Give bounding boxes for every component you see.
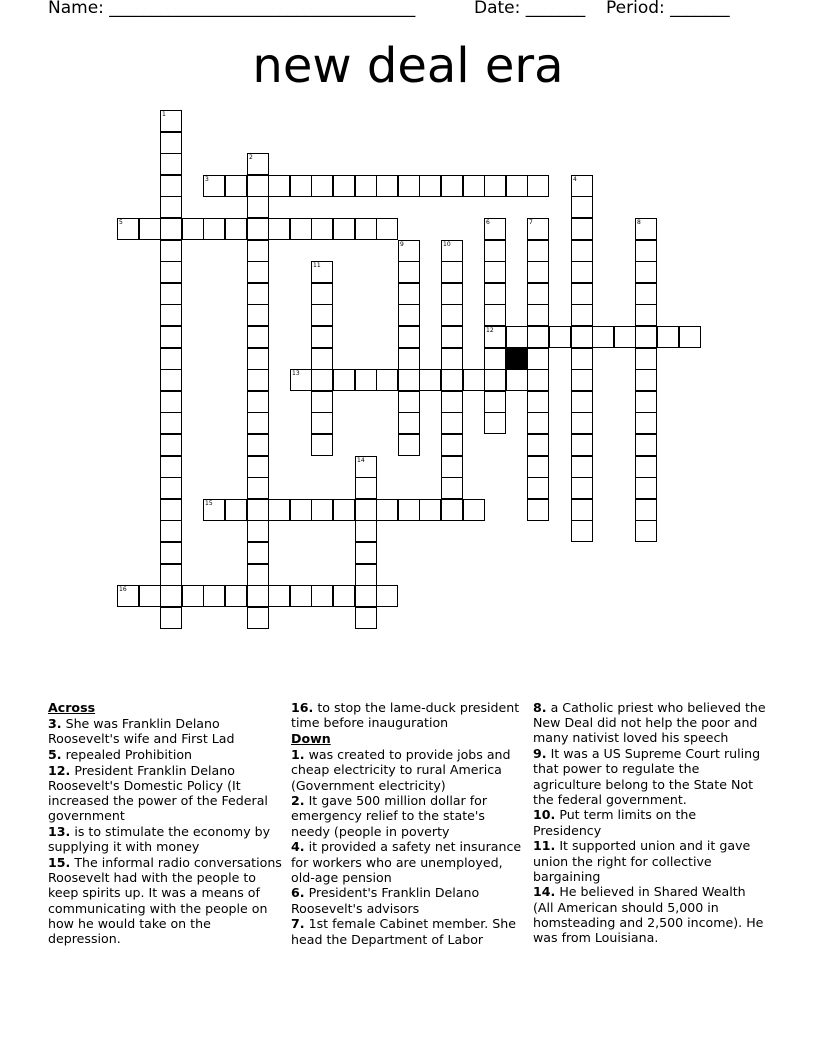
grid-cell[interactable]: [355, 520, 377, 542]
grid-cell[interactable]: [203, 175, 225, 197]
grid-cell[interactable]: [311, 175, 333, 197]
grid-cell[interactable]: [225, 585, 247, 607]
grid-cell[interactable]: [355, 564, 377, 586]
grid-cell[interactable]: [398, 175, 420, 197]
clue-number: 4: [573, 176, 577, 183]
grid-cell[interactable]: [160, 520, 182, 542]
grid-cell[interactable]: [311, 369, 333, 391]
grid-cell[interactable]: [614, 326, 636, 348]
down-clue: 2. It gave 500 million dollar for emergency relief to the state's needy (people in poverty: [291, 793, 488, 839]
grid-cell[interactable]: [376, 175, 398, 197]
grid-cell[interactable]: [247, 261, 269, 283]
grid-cell[interactable]: [311, 348, 333, 370]
grid-cell[interactable]: [527, 218, 549, 240]
grid-cell[interactable]: [247, 542, 269, 564]
grid-cell[interactable]: [160, 434, 182, 456]
down-clue: 4. it provided a safety net insurance for workers who are unemployed, old-age pension: [291, 839, 522, 885]
grid-cell[interactable]: [160, 585, 182, 607]
grid-cell[interactable]: [268, 175, 290, 197]
grid-cell[interactable]: [203, 585, 225, 607]
grid-cell[interactable]: [635, 434, 657, 456]
grid-cell[interactable]: [635, 520, 657, 542]
grid-cell[interactable]: [333, 499, 355, 521]
grid-cell[interactable]: [398, 283, 420, 305]
name-field-label: Name: ____________________________________: [48, 0, 416, 18]
grid-cell[interactable]: [571, 326, 593, 348]
grid-cell[interactable]: [160, 304, 182, 326]
grid-cell[interactable]: [571, 456, 593, 478]
grid-cell[interactable]: [290, 585, 312, 607]
grid-cell[interactable]: [484, 326, 506, 348]
clue-number: 1: [162, 111, 166, 118]
grid-cell[interactable]: [441, 240, 463, 262]
grid-cell-blocked: [506, 348, 528, 370]
clue-number: 9: [400, 241, 404, 248]
grid-cell[interactable]: [398, 326, 420, 348]
grid-cell[interactable]: [160, 499, 182, 521]
grid-cell[interactable]: [311, 283, 333, 305]
clues-column-2: [291, 700, 525, 947]
grid-cell[interactable]: [484, 218, 506, 240]
grid-cell[interactable]: [463, 369, 485, 391]
grid-cell[interactable]: [484, 283, 506, 305]
grid-cell[interactable]: [398, 240, 420, 262]
grid-cell[interactable]: [247, 520, 269, 542]
grid-cell[interactable]: [398, 304, 420, 326]
grid-cell[interactable]: [635, 477, 657, 499]
grid-cell[interactable]: [441, 304, 463, 326]
grid-cell[interactable]: [311, 261, 333, 283]
grid-cell[interactable]: [398, 499, 420, 521]
grid-cell[interactable]: [527, 261, 549, 283]
puzzle-title: new deal era: [252, 38, 564, 94]
grid-cell[interactable]: [419, 499, 441, 521]
down-clue: 8. a Catholic priest who believed the New Deal did not help the poor and many nativist loved his speech: [533, 700, 766, 746]
across-clue: 3. She was Franklin Delano Roosevelt's wife and First Lad: [48, 716, 235, 747]
clue-number: 8: [637, 219, 641, 226]
grid-cell[interactable]: [160, 240, 182, 262]
grid-cell[interactable]: [247, 456, 269, 478]
grid-cell[interactable]: [571, 477, 593, 499]
clue-number: 11: [313, 262, 321, 269]
grid-cell[interactable]: [441, 412, 463, 434]
grid-cell[interactable]: [635, 326, 657, 348]
grid-cell[interactable]: [441, 456, 463, 478]
grid-cell[interactable]: [333, 218, 355, 240]
grid-cell[interactable]: [311, 391, 333, 413]
grid-cell[interactable]: [527, 391, 549, 413]
grid-cell[interactable]: [571, 434, 593, 456]
grid-cell[interactable]: [527, 412, 549, 434]
grid-cell[interactable]: [484, 412, 506, 434]
clue-number: 14: [357, 457, 365, 464]
grid-cell[interactable]: [571, 304, 593, 326]
clue-number: 12: [486, 327, 494, 334]
grid-cell[interactable]: [463, 499, 485, 521]
across-clue: 12. President Franklin Delano Roosevelt's Domestic Policy (It increased the power of the Federal government: [48, 762, 268, 824]
grid-cell[interactable]: [203, 499, 225, 521]
grid-cell[interactable]: [635, 283, 657, 305]
grid-cell[interactable]: [247, 369, 269, 391]
grid-cell[interactable]: [160, 607, 182, 629]
grid-cell[interactable]: [182, 585, 204, 607]
grid-cell[interactable]: [355, 218, 377, 240]
grid-cell[interactable]: [398, 348, 420, 370]
grid-cell[interactable]: [635, 304, 657, 326]
grid-cell[interactable]: [160, 132, 182, 154]
grid-cell[interactable]: [268, 499, 290, 521]
grid-cell[interactable]: [247, 564, 269, 586]
across-heading: Across: [48, 700, 96, 715]
grid-cell[interactable]: [268, 585, 290, 607]
grid-cell[interactable]: [247, 175, 269, 197]
grid-cell[interactable]: [160, 564, 182, 586]
grid-cell[interactable]: [635, 261, 657, 283]
grid-cell[interactable]: [441, 391, 463, 413]
grid-cell[interactable]: [441, 369, 463, 391]
grid-cell[interactable]: [635, 369, 657, 391]
grid-cell[interactable]: [247, 607, 269, 629]
grid-cell[interactable]: [398, 369, 420, 391]
grid-cell[interactable]: [355, 607, 377, 629]
grid-cell[interactable]: [527, 240, 549, 262]
across-clue: 5. repealed Prohibition: [48, 747, 193, 763]
grid-cell[interactable]: [635, 456, 657, 478]
grid-cell[interactable]: [268, 218, 290, 240]
grid-cell[interactable]: [484, 240, 506, 262]
grid-cell[interactable]: [441, 477, 463, 499]
grid-cell[interactable]: [376, 585, 398, 607]
grid-cell[interactable]: [657, 326, 679, 348]
grid-cell[interactable]: [398, 261, 420, 283]
grid-cell[interactable]: [484, 391, 506, 413]
grid-cell[interactable]: [247, 326, 269, 348]
across-clue: 13. is to stimulate the economy by supplying it with money: [48, 824, 271, 855]
grid-cell[interactable]: [247, 499, 269, 521]
grid-cell[interactable]: [247, 434, 269, 456]
grid-cell[interactable]: [506, 369, 528, 391]
down-clue: 14. He believed in Shared Wealth (All American should 5,000 in homsteading and 2,500 income). He was from Louisiana.: [533, 884, 764, 946]
grid-cell[interactable]: [355, 499, 377, 521]
grid-cell[interactable]: [311, 412, 333, 434]
clue-number: 7: [529, 219, 533, 226]
grid-cell[interactable]: [311, 585, 333, 607]
grid-cell[interactable]: [160, 412, 182, 434]
clue-number: 5: [119, 219, 123, 226]
grid-cell[interactable]: [484, 175, 506, 197]
grid-cell[interactable]: [571, 369, 593, 391]
grid-cell[interactable]: [355, 542, 377, 564]
clue-number: 10: [443, 241, 451, 248]
grid-cell[interactable]: [419, 175, 441, 197]
across-clue: 15. The informal radio conversations Roosevelt had with the people to keep spirits up. It was a means of communicating with the people on how he would take on the depression.: [48, 855, 282, 947]
grid-cell[interactable]: [571, 261, 593, 283]
grid-cell[interactable]: [527, 326, 549, 348]
clue-number: 3: [205, 176, 209, 183]
grid-cell[interactable]: [571, 196, 593, 218]
grid-cell[interactable]: [527, 477, 549, 499]
down-clue: 1. was created to provide jobs and cheap electricity to rural America (Government electricity): [291, 747, 511, 793]
grid-cell[interactable]: [247, 585, 269, 607]
grid-cell[interactable]: [398, 434, 420, 456]
grid-cell[interactable]: [355, 477, 377, 499]
grid-cell[interactable]: [592, 326, 614, 348]
grid-cell[interactable]: [527, 369, 549, 391]
grid-cell[interactable]: [247, 477, 269, 499]
grid-cell[interactable]: [290, 499, 312, 521]
down-clue: 11. It supported union and it gave union the right for collective bargaining: [533, 838, 751, 884]
grid-cell[interactable]: [139, 585, 161, 607]
grid-cell[interactable]: [160, 369, 182, 391]
grid-cell[interactable]: [527, 283, 549, 305]
grid-cell[interactable]: [160, 456, 182, 478]
grid-cell[interactable]: [635, 391, 657, 413]
grid-cell[interactable]: [635, 240, 657, 262]
grid-cell[interactable]: [527, 499, 549, 521]
grid-cell[interactable]: [441, 175, 463, 197]
grid-cell[interactable]: [247, 304, 269, 326]
clue-number: 15: [205, 500, 213, 507]
grid-cell[interactable]: [290, 369, 312, 391]
grid-cell[interactable]: [311, 499, 333, 521]
grid-cell[interactable]: [160, 196, 182, 218]
date-field-label: Date: _______: [474, 0, 586, 18]
grid-cell[interactable]: [182, 218, 204, 240]
grid-cell[interactable]: [506, 326, 528, 348]
grid-cell[interactable]: [311, 304, 333, 326]
grid-cell[interactable]: [160, 477, 182, 499]
grid-cell[interactable]: [463, 175, 485, 197]
grid-cell[interactable]: [571, 391, 593, 413]
grid-cell[interactable]: [571, 348, 593, 370]
clue-number: 2: [249, 154, 253, 161]
grid-cell[interactable]: [527, 175, 549, 197]
grid-cell[interactable]: [160, 348, 182, 370]
grid-cell[interactable]: [376, 218, 398, 240]
grid-cell[interactable]: [333, 585, 355, 607]
grid-cell[interactable]: [160, 218, 182, 240]
grid-cell[interactable]: [635, 218, 657, 240]
grid-cell[interactable]: [247, 283, 269, 305]
grid-cell[interactable]: [571, 499, 593, 521]
grid-cell[interactable]: [484, 369, 506, 391]
grid-cell[interactable]: [333, 175, 355, 197]
grid-cell[interactable]: [419, 369, 441, 391]
grid-cell[interactable]: [441, 261, 463, 283]
grid-cell[interactable]: [160, 175, 182, 197]
grid-cell[interactable]: [679, 326, 701, 348]
grid-cell[interactable]: [527, 304, 549, 326]
across-clue: 16. to stop the lame-duck president time before inauguration: [291, 700, 520, 731]
clue-number: 13: [292, 370, 300, 377]
grid-cell[interactable]: [355, 456, 377, 478]
grid-cell[interactable]: [376, 499, 398, 521]
down-clue: 9. It was a US Supreme Court ruling that power to regulate the agriculture belong to the State Not the federal government.: [533, 746, 761, 807]
grid-cell[interactable]: [398, 391, 420, 413]
grid-cell[interactable]: [441, 348, 463, 370]
grid-cell[interactable]: [571, 218, 593, 240]
grid-cell[interactable]: [247, 348, 269, 370]
grid-cell[interactable]: [247, 412, 269, 434]
grid-cell[interactable]: [139, 218, 161, 240]
grid-cell[interactable]: [225, 175, 247, 197]
grid-cell[interactable]: [247, 240, 269, 262]
grid-cell[interactable]: [160, 542, 182, 564]
grid-cell[interactable]: [527, 434, 549, 456]
grid-cell[interactable]: [549, 326, 571, 348]
grid-cell[interactable]: [635, 348, 657, 370]
grid-cell[interactable]: [635, 412, 657, 434]
grid-cell[interactable]: [160, 110, 182, 132]
down-heading: Down: [291, 730, 331, 746]
grid-cell[interactable]: [571, 520, 593, 542]
grid-cell[interactable]: [160, 153, 182, 175]
grid-cell[interactable]: [225, 499, 247, 521]
grid-cell[interactable]: [203, 218, 225, 240]
grid-cell[interactable]: [290, 218, 312, 240]
grid-cell[interactable]: [441, 283, 463, 305]
grid-cell[interactable]: [355, 585, 377, 607]
grid-cell[interactable]: [527, 456, 549, 478]
grid-cell[interactable]: [635, 499, 657, 521]
grid-cell[interactable]: [355, 175, 377, 197]
clues-column-3: [533, 700, 767, 946]
grid-cell[interactable]: [225, 218, 247, 240]
grid-cell[interactable]: [571, 412, 593, 434]
grid-cell[interactable]: [247, 391, 269, 413]
grid-cell[interactable]: [441, 326, 463, 348]
grid-cell[interactable]: [333, 369, 355, 391]
grid-cell[interactable]: [506, 175, 528, 197]
grid-cell[interactable]: [117, 218, 139, 240]
grid-cell[interactable]: [160, 391, 182, 413]
down-clue: 10. Put term limits on the Presidency: [533, 807, 697, 838]
grid-cell[interactable]: [311, 218, 333, 240]
grid-cell[interactable]: [247, 218, 269, 240]
grid-cell[interactable]: [117, 585, 139, 607]
grid-cell[interactable]: [398, 412, 420, 434]
grid-cell[interactable]: [160, 261, 182, 283]
down-clue: 6. President's Franklin Delano Roosevelt's advisors: [291, 885, 480, 916]
grid-cell[interactable]: [484, 261, 506, 283]
grid-cell[interactable]: [441, 434, 463, 456]
grid-cell[interactable]: [484, 304, 506, 326]
grid-cell[interactable]: [355, 369, 377, 391]
grid-cell[interactable]: [160, 283, 182, 305]
grid-cell[interactable]: [441, 499, 463, 521]
clue-number: 6: [486, 219, 490, 226]
grid-cell[interactable]: [290, 175, 312, 197]
clues-column-1: [48, 700, 282, 947]
grid-cell[interactable]: [571, 240, 593, 262]
grid-cell[interactable]: [571, 283, 593, 305]
grid-cell[interactable]: [376, 369, 398, 391]
grid-cell[interactable]: [527, 348, 549, 370]
down-clue: 7. 1st female Cabinet member. She head the Department of Labor: [291, 916, 516, 947]
period-field-label: Period: _______: [606, 0, 730, 18]
grid-cell[interactable]: [160, 326, 182, 348]
grid-cell[interactable]: [311, 326, 333, 348]
grid-cell[interactable]: [247, 153, 269, 175]
grid-cell[interactable]: [571, 175, 593, 197]
grid-cell[interactable]: [311, 434, 333, 456]
grid-cell[interactable]: [484, 348, 506, 370]
grid-cell[interactable]: [247, 196, 269, 218]
clue-number: 16: [119, 586, 127, 593]
